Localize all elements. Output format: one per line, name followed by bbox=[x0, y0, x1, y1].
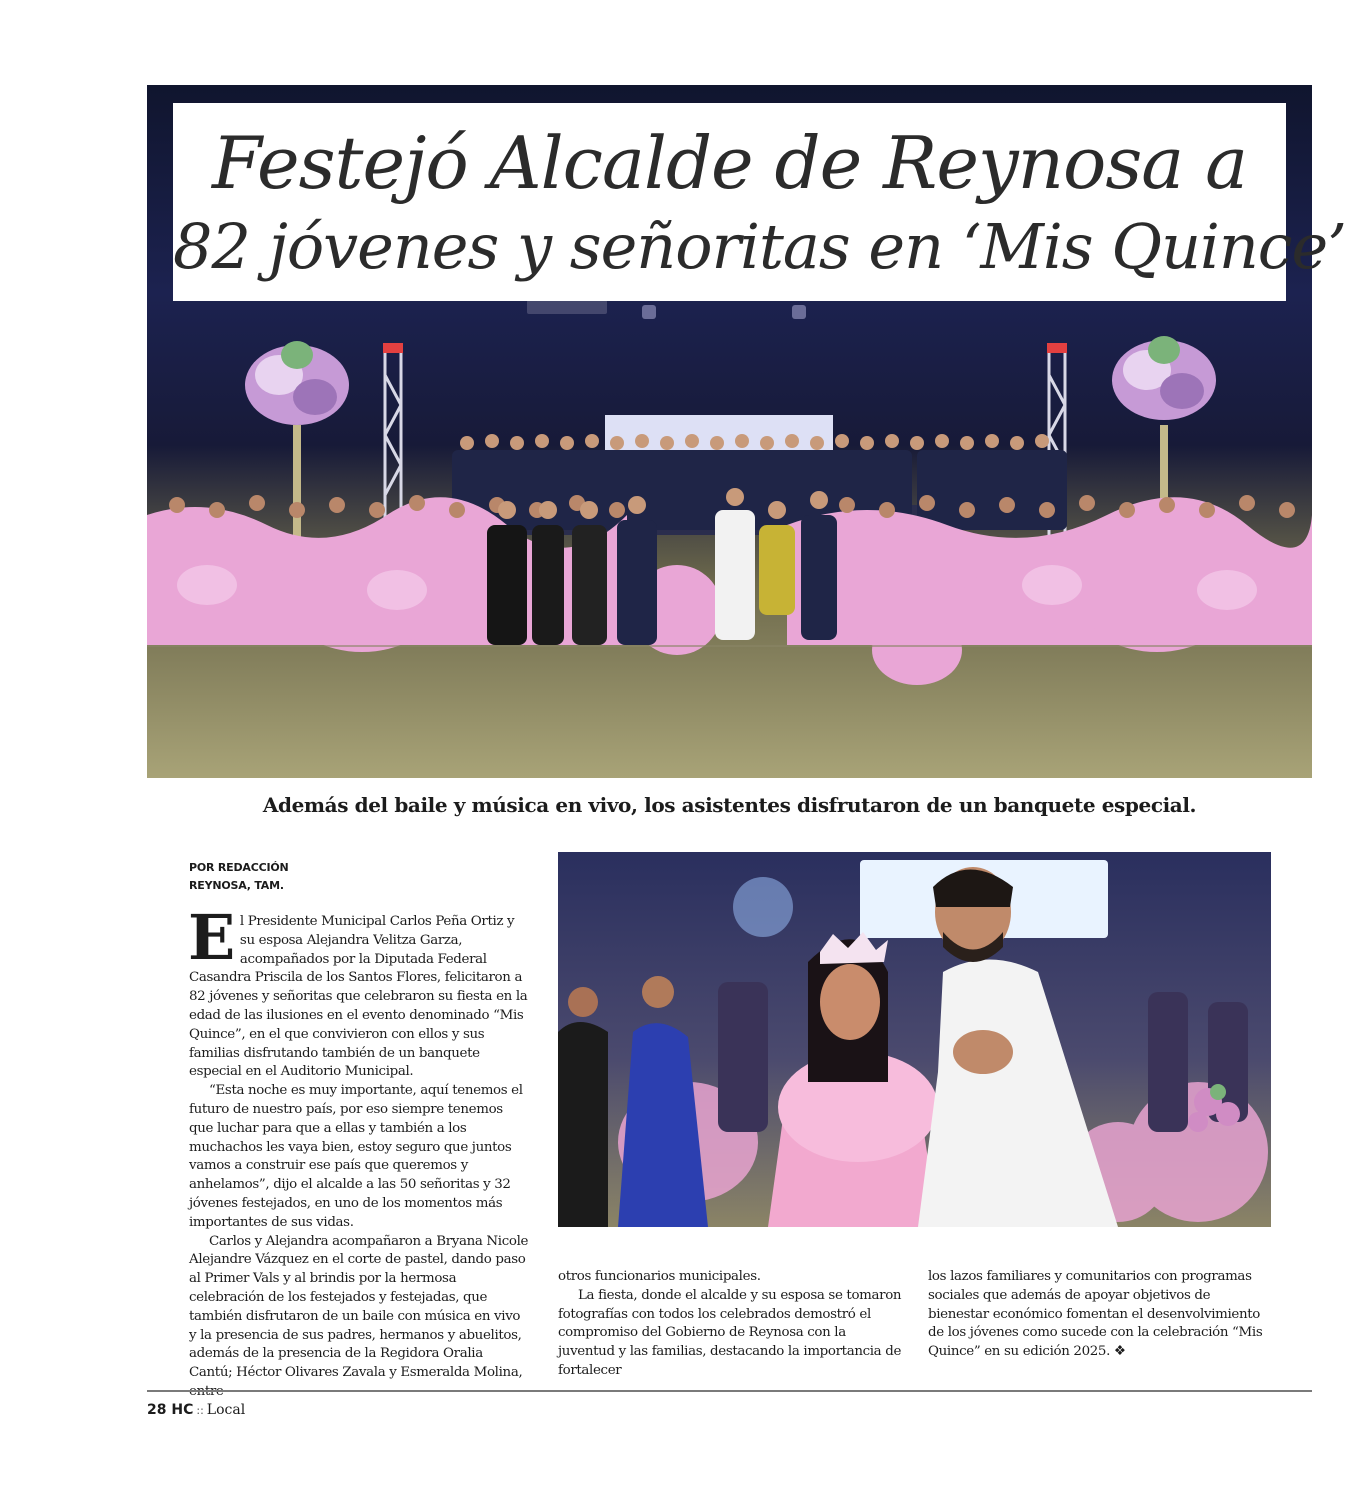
drop-cap: E bbox=[188, 901, 235, 974]
byline-location: REYNOSA, TAM. bbox=[189, 879, 284, 892]
article-paragraph-6: los lazos familiares y comunitarios con programas sociales que además de apoyar objetivos de bienestar económico fomentan el desenvolvimiento de los jóvenes como sucede con la celebración “Mis Quince” en su edición 2025. ❖ bbox=[928, 1269, 1263, 1360]
headline-line-1: Festejó Alcalde de Reynosa a bbox=[211, 121, 1248, 205]
footer-separator: :: bbox=[196, 1404, 204, 1417]
paragraph-1-text: l Presidente Municipal Carlos Peña Ortiz y su esposa Alejandra Velitza Garza, acompañados por la Diputada Federal Casandra Priscila de los Santos Flores, felicitaron a 82 jóvenes y señoritas que celebraron su fiesta en la edad de las ilusiones en el evento denominado “Mis Quince”, en el que convivieron con ellos y sus familias disfrutando también de un banquete especial en el Auditorio Municipal. bbox=[189, 914, 528, 1080]
photo-caption: Además del baile y música en vivo, los asistentes disfrutaron de un banquete especial. bbox=[262, 793, 1197, 817]
article-column-2 bbox=[558, 1268, 903, 1381]
article-paragraph-4: otros funcionarios municipales. bbox=[558, 1269, 761, 1284]
page-footer bbox=[147, 1400, 245, 1421]
dance-photo-illustration bbox=[558, 852, 1271, 1227]
article-paragraph-3: Carlos y Alejandra acompañaron a Bryana Nicole Alejandre Vázquez en el corte de pastel, dando paso al Primer Vals y al brindis por la hermosa celebración de los festejados y festejadas, que también disfrutaron de un baile con música en vivo y la presencia de sus padres, hermanos y abuelitos, además de la presencia de la Regidora Oralia Cantú; Héctor Olivares Zavala y Esmeralda Molina, bbox=[189, 1233, 529, 1381]
article-paragraph-2: “Esta noche es muy importante, aquí tenemos el futuro de nuestro país, por eso siempre tenemos que luchar para que a ellas y también a los muchachos les vaya bien, estoy seguro que juntos vamos a construir ese país que queremos y anhelamos”, dijo el alcalde a las 50 señoritas y 32 jóvenes festejados, en uno de los momentos más importantes de sus vidas. bbox=[189, 1083, 523, 1230]
headline-line-2: 82 jóvenes y señoritas en ‘Mis Quince’ bbox=[173, 210, 1346, 283]
article-column-1 bbox=[188, 901, 529, 1402]
article-paragraph-1 bbox=[188, 901, 529, 1082]
article-paragraph-5: La fiesta, donde el alcalde y su esposa se tomaron fotografías con todos los celebrados demostró el compromiso del Gobierno de Reynosa con la juventud y las familias, destacando la importancia de fortalecer bbox=[558, 1287, 902, 1378]
footer-rule bbox=[147, 1390, 1312, 1392]
byline bbox=[189, 859, 289, 895]
headline-box bbox=[173, 103, 1346, 301]
dance-photo bbox=[558, 852, 1271, 1227]
section-name: Local bbox=[206, 1402, 246, 1418]
byline-author: POR REDACCIÓN bbox=[189, 861, 289, 874]
article-column-3 bbox=[928, 1268, 1273, 1362]
page-number: 28 HC bbox=[147, 1402, 194, 1418]
